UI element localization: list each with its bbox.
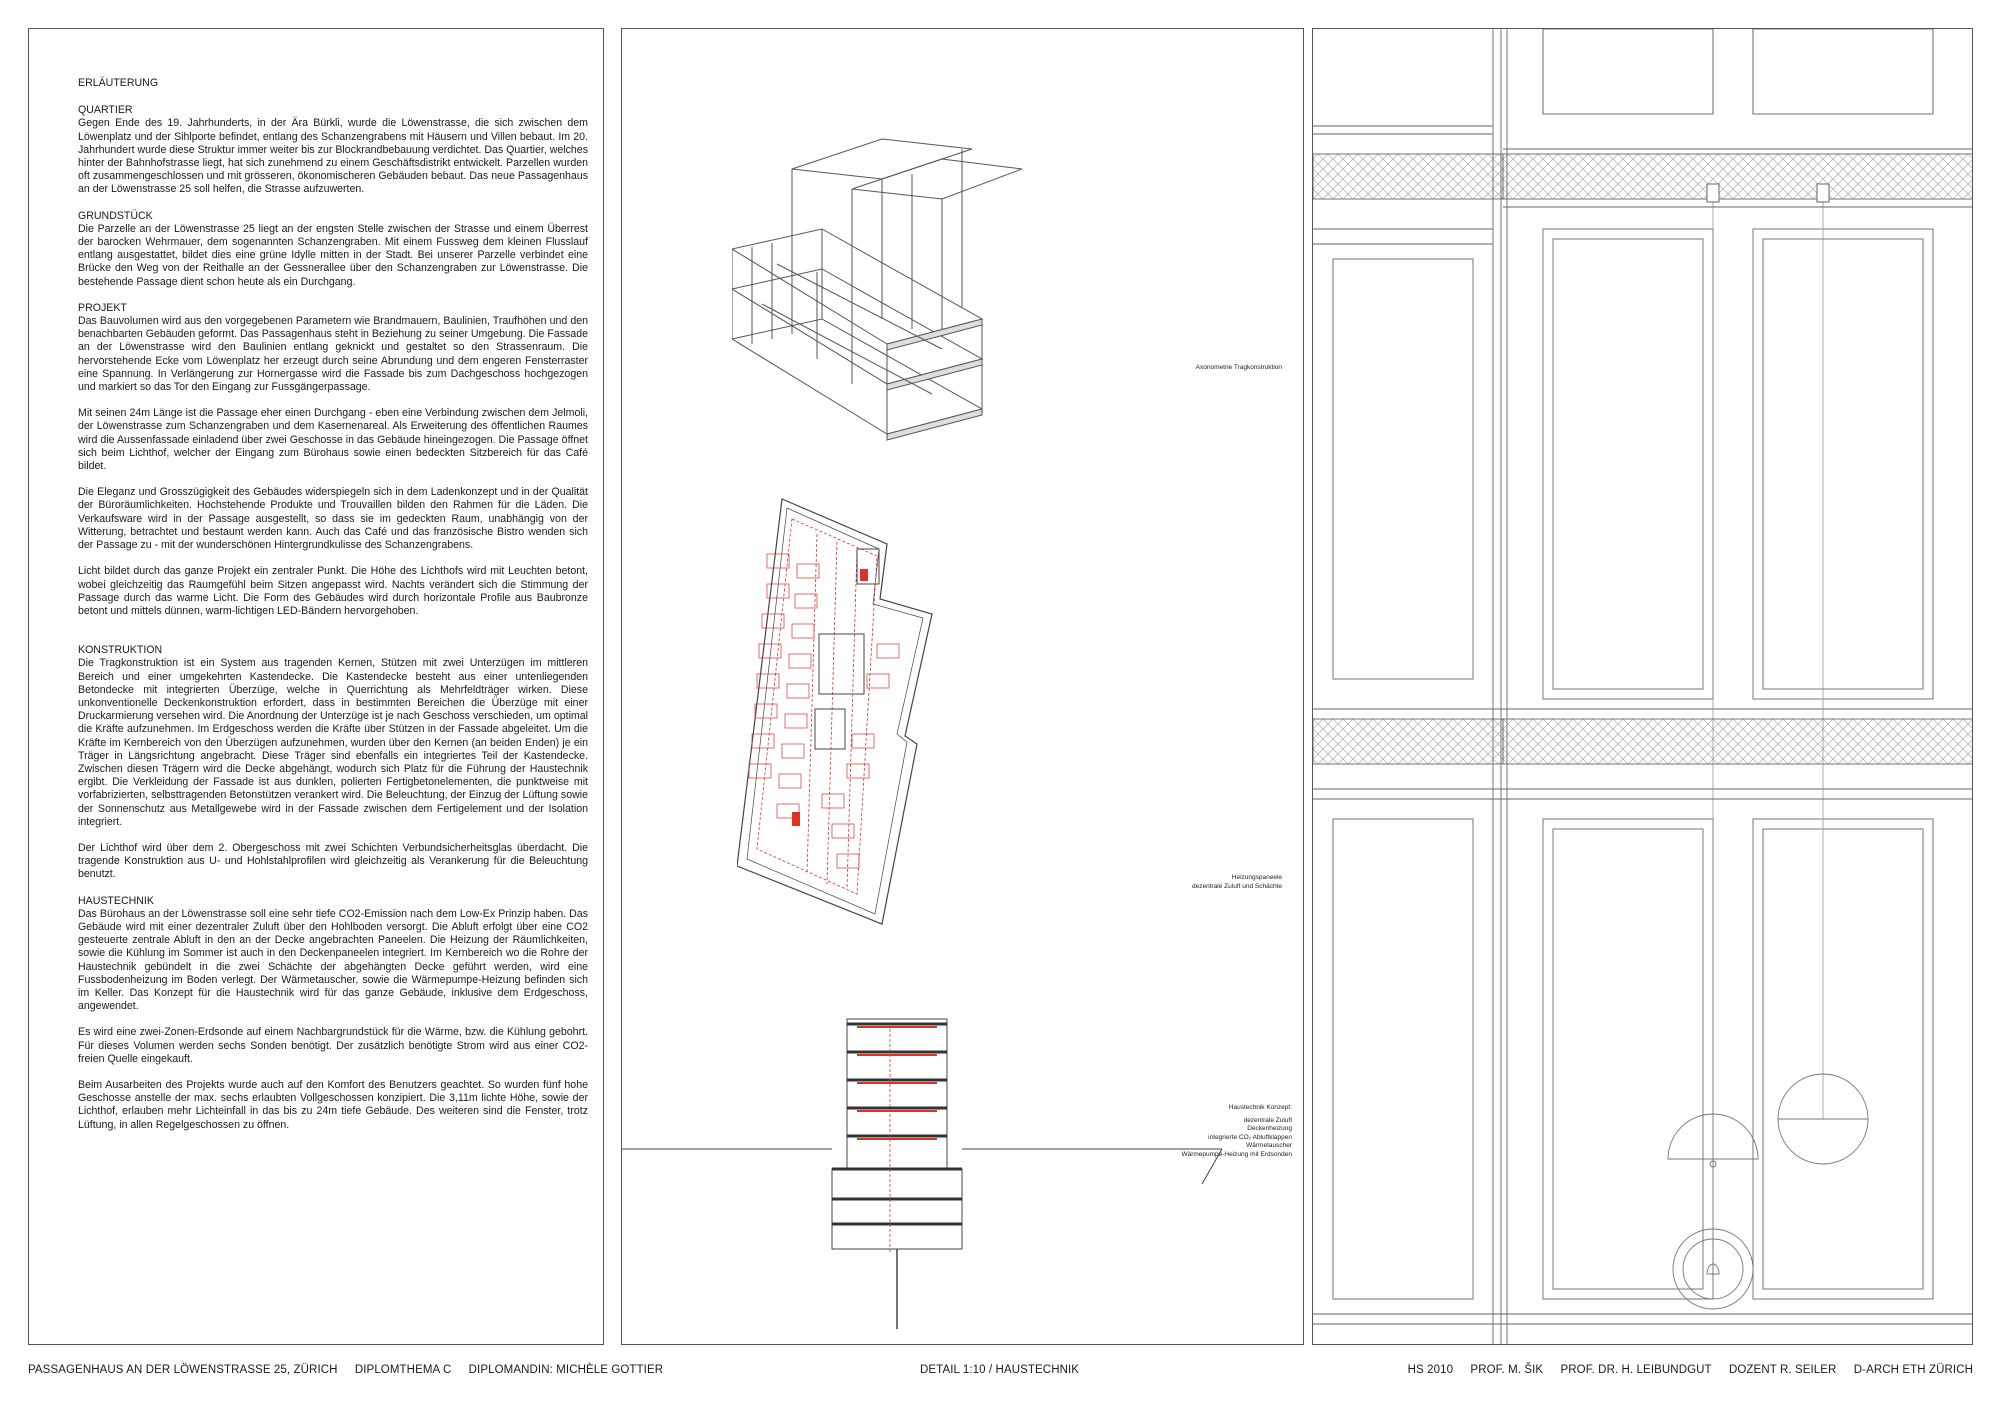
footer-sheet-title: DETAIL 1:10 / HAUSTECHNIK bbox=[920, 1364, 1080, 1376]
paragraph: Die Eleganz und Grosszügigkeit des Gebäudes widerspiegeln sich in dem Ladenkonzept und in der Qualität der Büroräumlichkeiten. Hochstehende Produkte und Trouvaillen bilden den Rahmen für die Läden. Die Verkaufsware wird in der Passage ausgestellt, so dass sie im gedeckten Raum, unabhängig von der Witterung, betrachtet und bestaunt werden kann. Auch das Café und das französische Bistro wenden sich der Passage zu - mit der wunderschönen Hintergrundkulisse des Schanzengrabens. bbox=[78, 486, 588, 552]
caption-haustechnik bbox=[1102, 1104, 1292, 1159]
caption-item: Wärmepumpe-Heizung mit Erdsonden bbox=[1181, 1150, 1292, 1158]
heading-quartier: QUARTIER bbox=[78, 104, 133, 117]
caption-haustechnik-title: Haustechnik Konzept: bbox=[1228, 1104, 1292, 1111]
caption-item: integrierte CO₂ Abluftklappen bbox=[1208, 1133, 1292, 1141]
footer-project-title: PASSAGENHAUS AN DER LÖWENSTRASSE 25, ZÜRICH bbox=[28, 1364, 338, 1376]
paragraph: Mit seinen 24m Länge ist die Passage eher einen Durchgang - eben eine Verbindung zwischen dem Jelmoli, der Löwenstrasse zum Schanzengraben und dem Kasernenareal. Als Erweiterung des öffentlichen Raumes wird die Aussenfassade einladend über zwei Geschosse in das Gebäude hineingezogen. Die Passage öffnet sich beim Lichthof, welcher der Eingang zum Bürohaus sowie einen bedeckten Sitzbereich für das Café bildet. bbox=[78, 407, 588, 473]
footer-author: DIPLOMANDIN: MICHÈLE GOTTIER bbox=[468, 1364, 664, 1376]
paragraph: Die Tragkonstruktion ist ein System aus tragenden Kernen, Stützen mit zwei Unterzügen im mittleren Bereich und einer umgekehrten Kastendecke. Die Kastendecke besteht aus einer untenliegenden Betondecke mit integrierten Überzüge, welche in Querrichtung als Mehrfeldträger wirken. Diese unkonventionelle Deckenkonstruktion erfordert, dass in bestimmten Bereichen die Überzüge mit einer Druckarmierung versehen wird. Die Anordnung der Unterzüge ist je nach Geschoss verschieden, um optimal die Kräfte aufzunehmen. Im Erdgeschoss werden die Kräfte über Stützen in der Fassade abgeleitet. Um die Kräfte im Kernbereich von den Überzügen aufzunehmen, wurden über den Kernen (an beiden Enden) je ein Träger in Längsrichtung angebracht. Diese Träger sind ebenfalls ein integriertes Teil der Kastendecke. Zwischen diesen Trägern wird die Decke abgehängt, wodurch sich Platz für die Führung der Haustechnik ergibt. Die Verkleidung der Fassade ist aus dunklen, polierten Fertigbetonelementen, die punktweise mit vorfabrizierten, selbsttragenden Betonstützen verankert wird. Die Beleuchtung, der Einzug der Lüftung sowie der Sonnenschutz aus Metallgewebe wird in der Fassade zwischen dem Fertigelement und der Isolation integriert. bbox=[78, 657, 588, 828]
caption-item: Wärmetauscher bbox=[1246, 1142, 1292, 1149]
floor-plan-drawing bbox=[737, 494, 977, 934]
heading-konstruktion: KONSTRUKTION bbox=[78, 644, 163, 657]
paragraph: Das Bürohaus an der Löwenstrasse soll eine sehr tiefe CO2-Emission nach dem Low-Ex Prinzip haben. Das Gebäude wird mit einer dezentraler Zuluft über den Hohlboden versorgt. Die Abluft erfolgt über eine CO2 gesteuerte zentrale Abluft in den an der Decke angebrachten Paneelen. Die Heizung der Räumlichkeiten, sowie die Kühlung im Sommer ist auch in den Deckenpaneelen integriert. Im Kernbereich wo die Rohre der Haustechnik gebündelt in die zwei Schächte der abgehängten Decke geführt werden, wird eine Fussbodenheizung im Boden verlegt. Der Wärmetauscher, sowie die Wärmepumpe-Heizung befinden sich im Keller. Das Konzept für die Haustechnik wird für das ganze Gebäude, inklusive dem Erdgeschoss, angewendet. bbox=[78, 907, 588, 1013]
caption-item: dezentrale Zuluft bbox=[1243, 1116, 1292, 1124]
heading-haustechnik: HAUSTECHNIK bbox=[78, 894, 154, 907]
caption-heizung-line1: Heizungspaneele bbox=[1231, 874, 1282, 881]
drawings-panel bbox=[621, 28, 1304, 1345]
footer-credits bbox=[1408, 1364, 1973, 1376]
detail-panel bbox=[1312, 28, 1973, 1345]
footer-project-info bbox=[28, 1364, 677, 1376]
text-panel bbox=[28, 28, 604, 1345]
paragraph: Das Bauvolumen wird aus den vorgegebenen Parametern wie Brandmauern, Baulinien, Traufhöhen und den benachbarten Gebäuden geformt. Das Passagenhaus steht in Beziehung zu seiner Umgebung. Die Fassade an der Löwenstrasse wird den Baulinien entlang geknickt und gestaltet so den Strassenraum. Die hervorstehende Ecke vom Löwenplatz her erzeugt durch seine Abrundung und dem engeren Fensterraster eine Spannung. In Verlängerung zur Hornergasse wird die Fassade bis zum Dachgeschoss hochgezogen und markiert so das Tor den Eingang zur Fussgängerpassage. bbox=[78, 315, 589, 394]
footer-lecturer: DOZENT R. SEILER bbox=[1728, 1364, 1837, 1376]
footer-theme: DIPLOMTHEMA C bbox=[354, 1364, 452, 1376]
footer-professor-1: PROF. M. ŠIK bbox=[1470, 1364, 1544, 1376]
paragraph: Es wird eine zwei-Zonen-Erdsonde auf einem Nachbargrundstück für die Wärme, bzw. die Kühlung gebohrt. Für dieses Volumen werden sechs Sonden benötigt. Der zusätzlich benötigte Strom wird aus einer CO2-freien Quelle eingekauft. bbox=[78, 1026, 588, 1065]
heading-projekt: PROJEKT bbox=[78, 301, 127, 314]
paragraph: Gegen Ende des 19. Jahrhunderts, in der Ära Bürkli, wurde die Löwenstrasse, die sich zwischen dem Löwenplatz und der Sihlporte befindet, entlang des Schanzengrabens mit Häusern und Villen bebaut. Im 20. Jahrhundert wurde diese Struktur immer weiter bis zur Blockrandbebauung verdichtet. Das Quartier, welches hinter der Bahnhofstrasse liegt, hat sich zunehmend zu einem Geschäftsdistrikt entwickelt. Parzellen wurden oft zusammengeschlossen und mit grösseren, ökonomischeren Gebäuden bebaut. Das neue Passagenhaus an der Löwenstrasse 25 soll helfen, die Strasse aufzuwerten. bbox=[78, 117, 588, 196]
paragraph: Licht bildet durch das ganze Projekt ein zentraler Punkt. Die Höhe des Lichthofs wird mit Leuchten betont, wobei gleichzeitig das Raumgefühl beim Sitzen angepasst wird. Nachts verändert sich die Stimmung der Passage durch das warme Licht. Die Form des Gebäudes wird durch horizontale Profile aus Baubronze betont und mittels dünnen, warm-lichtigen LED-Bändern hervorgehoben. bbox=[78, 565, 588, 617]
footer-professor-2: PROF. DR. H. LEIBUNDGUT bbox=[1560, 1364, 1712, 1376]
facade-detail-drawing bbox=[1313, 29, 1973, 1345]
paragraph: Die Parzelle an der Löwenstrasse 25 liegt an der engsten Stelle zwischen der Strasse und einem Überrest der barocken Wehrmauer, dem sogenannten Schanzengraben. Mit einem Fussweg dem kleinen Flusslauf entlang ausgestattet, bildet dies eine grüne Idylle mitten in der Stadt. Bei unserer Parzelle verbindet eine Brücke den Weg von der Reithalle an der Gessnerallee über den Schanzengraben zur Löwenstrasse. Die bestehende Passage dient schon heute als ein Durchgang. bbox=[78, 222, 588, 288]
explanation-text bbox=[78, 77, 588, 1145]
paragraph: Beim Ausarbeiten des Projekts wurde auch auf den Komfort des Benutzers geachtet. So wurden fünf hohe Geschosse anstelle der max. sechs erlaubten Vollgeschossen konzipiert. Die 3,11m lichte Höhe, sowie der Lichthof, erlauben mehr Lichteinfall in das bis zu 24m tiefe Gebäude. Des weiteren sind die Fenster, trotz Lüftung, in allen Regelgeschossen zu öffnen. bbox=[78, 1079, 588, 1131]
paragraph: Der Lichthof wird über dem 2. Obergeschoss mit zwei Schichten Verbundsicherheitsglas überdacht. Die tragende Konstruktion aus U- und Hohlstahlprofilen wird gleichzeitig als Verankerung für die Beleuchtung benutzt. bbox=[78, 841, 588, 881]
building-section-drawing bbox=[622, 984, 1305, 1344]
footer-semester: HS 2010 bbox=[1407, 1364, 1454, 1376]
caption-heizung-line2: dezentrale Zuluft und Schächte bbox=[1192, 882, 1282, 890]
document-title: ERLÄUTERUNG bbox=[78, 77, 159, 89]
caption-item: Deckenheizung bbox=[1247, 1125, 1292, 1132]
heading-grundstueck: GRUNDSTÜCK bbox=[78, 209, 153, 222]
footer-institution: D-ARCH ETH ZÜRICH bbox=[1853, 1364, 1973, 1376]
axonometric-structure-drawing bbox=[732, 129, 1052, 459]
caption-axonometrie: Axonometrie Tragkonstruktion bbox=[1195, 364, 1282, 371]
caption-heizung bbox=[1142, 874, 1282, 891]
